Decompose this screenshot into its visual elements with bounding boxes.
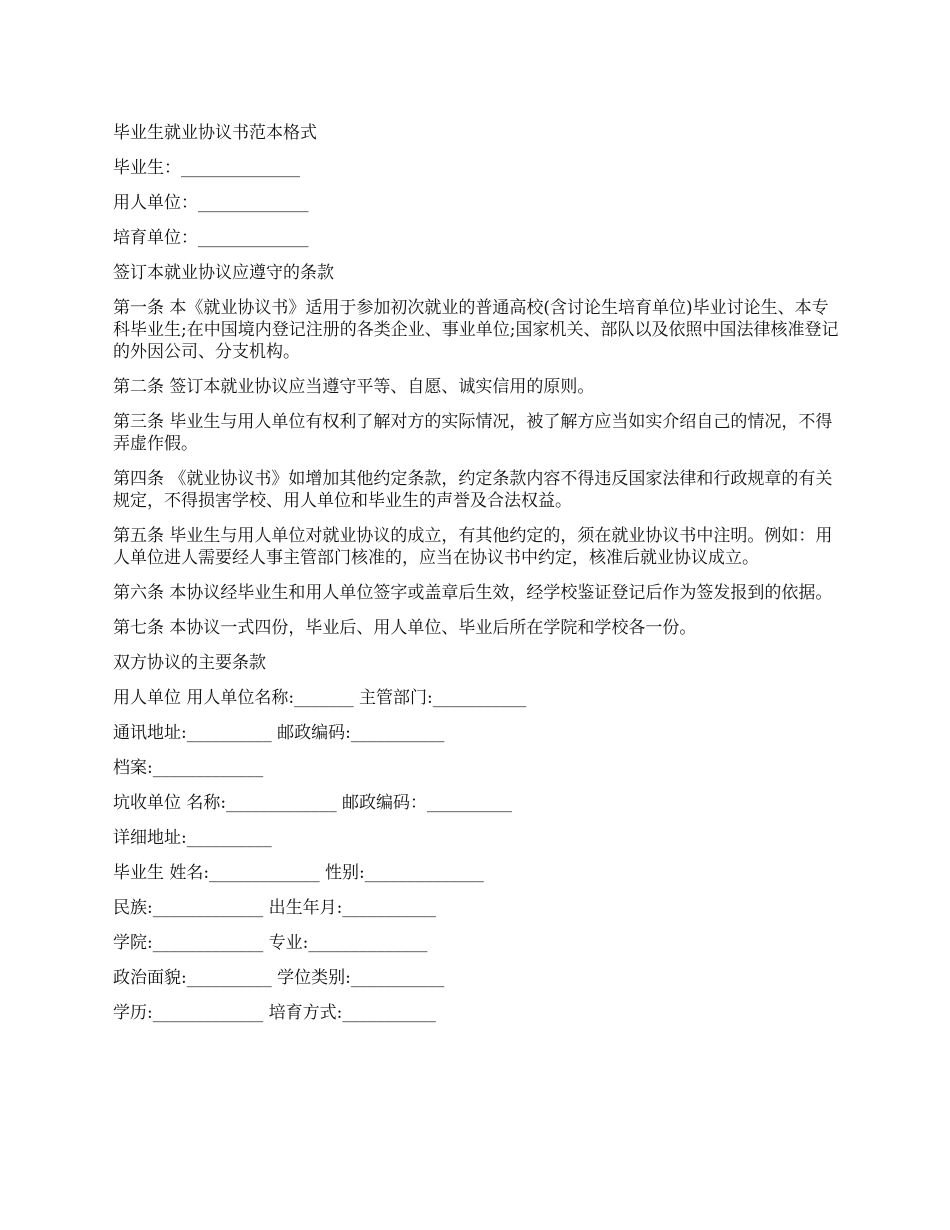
section-terms-heading: 签订本就业协议应遵守的条款 — [113, 263, 334, 283]
article-4: 第四条 《就业协议书》如增加其他约定条款，约定条款内容不得违反国家法律和行政规章的有关规定，不得损害学校、用人单位和毕业生的声誉及合法权益。 — [113, 469, 833, 511]
field-detailed-address: 详细地址:__________ — [113, 828, 272, 848]
field-ethnicity: 民族:_____________ 出生年月:___________ — [113, 898, 436, 918]
section-main-terms-heading: 双方协议的主要条款 — [113, 653, 266, 673]
field-college: 学院:_____________ 专业:______________ — [113, 933, 428, 953]
article-1: 第一条 本《就业协议书》适用于参加初次就业的普通高校(含讨论生培育单位)毕业讨论生、本专科毕业生;在中国境内登记注册的各类企业、事业单位;国家机关、部队以及依照中国法律核准登记的外因公司、分支机构。 — [113, 298, 839, 362]
article-2: 第二条 签订本就业协议应当遵守平等、自愿、诚实信用的原则。 — [113, 377, 595, 397]
field-address: 通讯地址:__________ 邮政编码:___________ — [113, 723, 445, 743]
field-education: 学历:_____________ 培育方式:___________ — [113, 1003, 436, 1023]
article-3: 第三条 毕业生与用人单位有权利了解对方的实际情况，被了解方应当如实介绍自己的情况，不得弄虚作假。 — [113, 412, 833, 454]
party-training-unit-line: 培育单位：_____________ — [113, 228, 309, 248]
article-5: 第五条 毕业生与用人单位对就业协议的成立，有其他约定的，须在就业协议书中注明。例如：用人单位进人需要经人事主管部门核准的，应当在协议书中约定，核准后就业协议成立。 — [113, 526, 833, 568]
field-receiving-unit: 坑收单位 名称:_____________ 邮政编码：__________ — [113, 793, 513, 813]
field-graduate-name: 毕业生 姓名:_____________ 性别:______________ — [113, 863, 484, 883]
article-7: 第七条 本协议一式四份，毕业后、用人单位、毕业后所在学院和学校各一份。 — [113, 618, 697, 638]
party-graduate-line: 毕业生：______________ — [113, 158, 300, 178]
field-political-status: 政治面貌:__________ 学位类别:___________ — [113, 968, 445, 988]
party-employer-line: 用人单位：_____________ — [113, 193, 309, 213]
document-title: 毕业生就业协议书范本格式 — [113, 123, 317, 143]
field-employer-name: 用人单位 用人单位名称:_______ 主管部门:___________ — [113, 688, 527, 708]
article-6: 第六条 本协议经毕业生和用人单位签字或盖章后生效，经学校鉴证登记后作为签发报到的依据。 — [113, 583, 833, 603]
document-page — [113, 122, 843, 1037]
field-archive: 档案:_____________ — [113, 758, 264, 778]
